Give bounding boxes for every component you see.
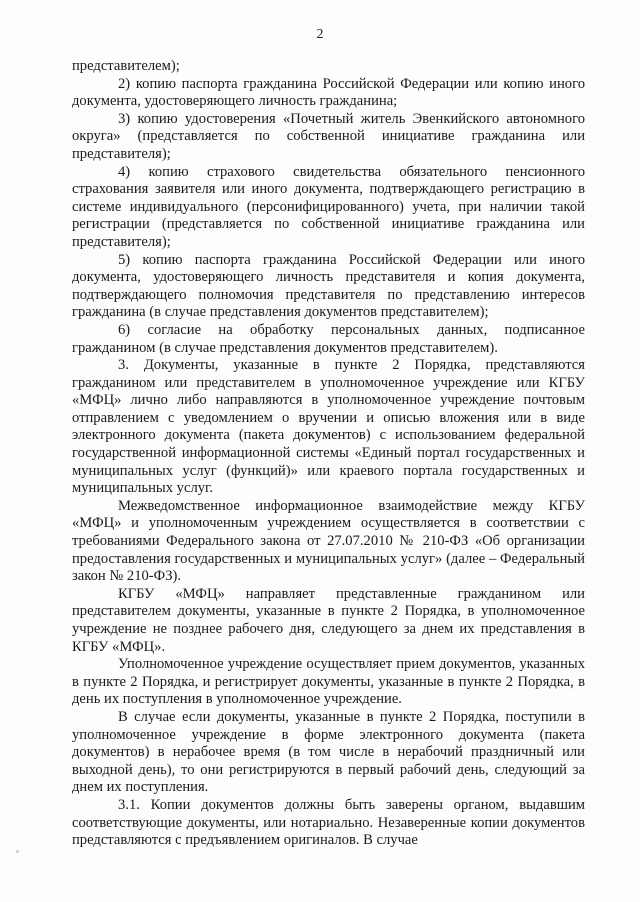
document-body: [72, 58, 585, 850]
paragraph-interagency: Межведомственное информационное взаимодействие между КГБУ «МФЦ» и уполномоченным учреждением осуществляется в соответствии с требованиями Федерального закона от 27.07.2010 № 210-ФЗ «Об организации предоставления государственных и муниципальных услуг» (далее – Федеральный закон № 210-ФЗ).: [72, 497, 585, 585]
paragraph-item-4: 4) копию страхового свидетельства обязательного пенсионного страхования заявителя или иного документа, подтверждающего регистрацию в системе индивидуального (персонифицированного) учета, при наличии такой регистрации (представляется по собственной инициативе гражданина или представителя);: [72, 163, 585, 250]
paragraph-item-2: 2) копию паспорта гражданина Российской Федерации или копию иного документа, удостоверяющего личность гражданина;: [72, 75, 585, 110]
paragraph-electronic-docs: В случае если документы, указанные в пункте 2 Порядка, поступили в уполномоченное учреждение в форме электронного документа (пакета документов) в нерабочее время (в том числе в нерабочий праздничный или выходной день), то они регистрируются в первый рабочий день, следующий за днем их поступления.: [72, 708, 585, 796]
paragraph-item-6: 6) согласие на обработку персональных данных, подписанное гражданином (в случае представления документов представителем).: [72, 321, 585, 356]
paragraph-registration: Уполномоченное учреждение осуществляет прием документов, указанных в пункте 2 Порядка, и регистрирует документы, указанные в пункте 2 Порядка, в день их поступления в уполномоченное учреждение.: [72, 656, 585, 708]
paragraph-section-3: 3. Документы, указанные в пункте 2 Порядка, представляются гражданином или представителем в уполномоченное учреждение или КГБУ «МФЦ» лично либо направляются в уполномоченное учреждение почтовым отправлением с уведомлением о вручении и описью вложения или в виде электронного документа (пакета документов) с использованием федеральной государственной информационной системы «Единый портал государственных и муниципальных услуг (функций)» или краевого портала государственных и муниципальных услуг.: [72, 357, 585, 497]
paragraph-continuation: представителем);: [72, 58, 180, 74]
paragraph-item-3: 3) копию удостоверения «Почетный житель Эвенкийского автономного округа» (представляется по собственной инициативе гражданина или представителя);: [72, 110, 585, 162]
paragraph-section-3-1: 3.1. Копии документов должны быть заверены органом, выдавшим соответствующие документы, или нотариально. Незаверенные копии документов представляются с предъявлением оригиналов. В случае: [72, 796, 585, 849]
paragraph-mfc-forwarding: КГБУ «МФЦ» направляет представленные гражданином или представителем документы, указанные в пункте 2 Порядка, в уполномоченное учреждение не позднее рабочего дня, следующего за днем их представления в КГБУ «МФЦ».: [72, 585, 585, 655]
scan-speck: [16, 850, 19, 853]
paragraph-item-5: 5) копию паспорта гражданина Российской Федерации или иного документа, удостоверяющего личность представителя и копия документа, подтверждающего полномочия представителя по представлению интересов гражданина (в случае представления документов представителем);: [72, 251, 585, 321]
page-number: 2: [316, 27, 324, 42]
